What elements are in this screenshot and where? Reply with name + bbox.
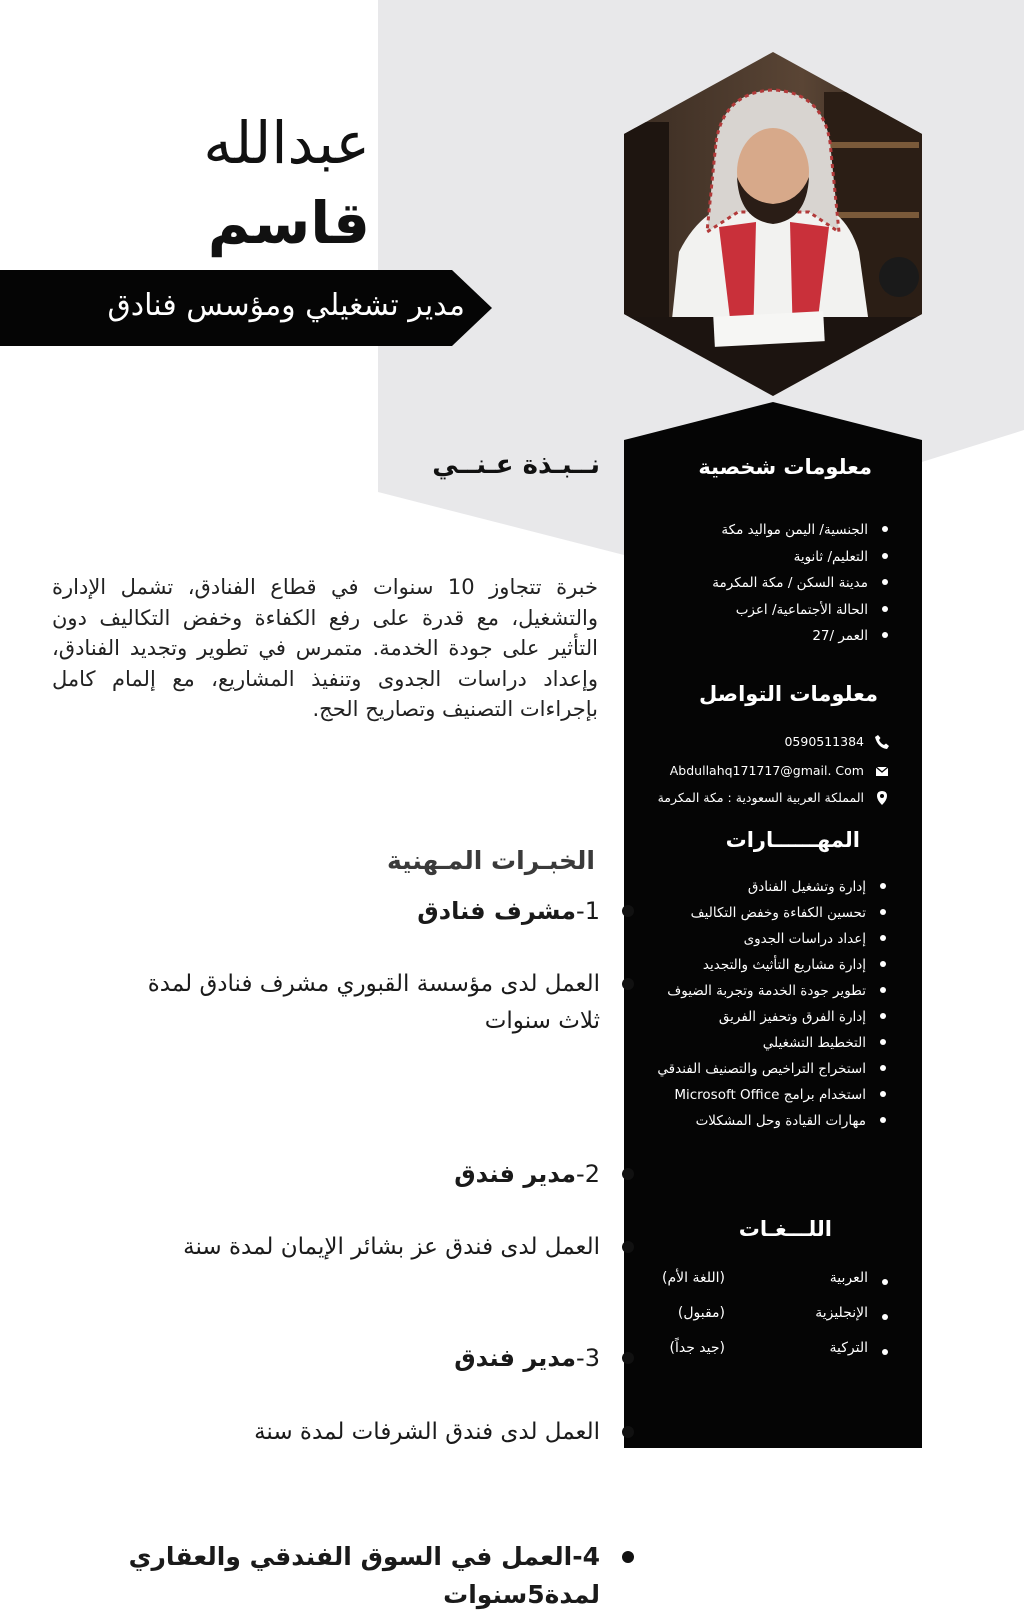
personal-info-item: الجنسية/ اليمن مواليد مكة — [640, 517, 890, 544]
personal-info-item: العمر /27 — [640, 623, 890, 650]
language-item — [640, 1305, 890, 1335]
experience-item-4-text: 4-العمل في السوق الفندقي والعقاري لمدة5سنوات — [128, 1542, 600, 1609]
skill-item: إعداد دراسات الجدوى — [630, 926, 888, 952]
personal-info-item: مدينة السكن / مكة المكرمة — [640, 570, 890, 597]
skill-item: إدارة الفرق وتحفيز الفريق — [630, 1004, 888, 1030]
languages-heading: اللـــغـات — [738, 1217, 832, 1241]
experience-title: مدير فندق — [454, 1160, 577, 1188]
name-first: عبدالله — [203, 109, 370, 177]
skills-heading: المهــــــارات — [725, 828, 860, 852]
contact-phone[interactable]: 0590511384 — [784, 734, 864, 749]
language-name: الإنجليزية — [815, 1305, 868, 1321]
contact-address: المملكة العربية السعودية : مكة المكرمة — [657, 790, 864, 805]
personal-info-item: الحالة الأجتماعية/ اعزب — [640, 597, 890, 624]
experience-description: العمل لدى مؤسسة القبوري مشرف فنادق لمدة ثلاث سنوات — [147, 971, 600, 1034]
contact-address-row — [620, 786, 890, 810]
skill-item: إدارة وتشغيل الفنادق — [630, 874, 888, 900]
personal-info-item: التعليم/ ثانوية — [640, 544, 890, 571]
language-level: (جيد جداً) — [669, 1340, 725, 1356]
experience-title: مشرف فنادق — [417, 897, 577, 925]
experience-item-description — [140, 966, 636, 1040]
profile-photo — [624, 52, 922, 396]
skills-list — [630, 874, 888, 1134]
about-heading: نــبـذة عـنــي — [432, 450, 600, 480]
skill-item: استخدام برامج Microsoft Office — [630, 1082, 888, 1108]
experience-item-4 — [60, 1538, 636, 1614]
experience-item-title — [300, 1340, 636, 1376]
skill-item: إدارة مشاريع التأثيث والتجديد — [630, 952, 888, 978]
experience-item-title — [300, 893, 636, 929]
experience-item-title — [300, 1156, 636, 1192]
experience-title: مدير فندق — [454, 1344, 577, 1372]
skill-item: التخطيط التشغيلي — [630, 1030, 888, 1056]
experience-number: 1- — [576, 897, 600, 925]
experience-description: العمل لدى فندق عز بشائر الإيمان لمدة سنة — [183, 1234, 600, 1260]
skill-item: تحسين الكفاءة وخفض التكاليف — [630, 900, 888, 926]
experience-description: العمل لدى فندق الشرفات لمدة سنة — [254, 1419, 600, 1445]
about-text: خبرة تتجاوز 10 سنوات في قطاع الفنادق، تشمل الإدارة والتشغيل، مع قدرة على رفع الكفاءة وخفض التكاليف دون التأثير على جودة الخدمة. متمرس في تطوير وتجديد الفنادق، وإعداد دراسات الجدوى وتنفيذ المشاريع، مع إلمام كامل بإجراءات التصنيف وتصاريح الحج. — [52, 575, 598, 721]
language-name: العربية — [829, 1270, 868, 1286]
skill-item: تطوير جودة الخدمة وتجربة الضيوف — [630, 978, 888, 1004]
experience-item-description — [60, 1229, 636, 1265]
name-last: قاسم — [207, 189, 370, 257]
personal-info-heading: معلومات شخصية — [698, 455, 872, 479]
language-level: (اللغة الأم) — [662, 1270, 725, 1286]
personal-info-list — [640, 517, 890, 650]
mail-icon — [874, 763, 890, 779]
language-level: (مقبول) — [677, 1305, 725, 1321]
experience-item-description — [60, 1414, 636, 1450]
contact-email-row — [640, 759, 890, 783]
experience-heading: الخبـرات المـهنية — [386, 846, 595, 875]
location-pin-icon — [874, 790, 890, 806]
language-item — [640, 1270, 890, 1300]
language-name: التركية — [829, 1340, 868, 1356]
contact-heading: معلومات التواصل — [699, 682, 878, 706]
skill-item: استخراج التراخيص والتصنيف الفندقي — [630, 1056, 888, 1082]
experience-number: 2- — [576, 1160, 600, 1188]
experience-number: 3- — [576, 1344, 600, 1372]
skill-item: مهارات القيادة وحل المشكلات — [630, 1108, 888, 1134]
contact-email[interactable]: Abdullahq171717@gmail. Com — [669, 763, 864, 778]
language-item — [640, 1340, 890, 1370]
job-title: مدير تشغيلي ومؤسس فنادق — [107, 288, 465, 323]
phone-icon — [874, 734, 890, 750]
contact-phone-row — [640, 730, 890, 754]
